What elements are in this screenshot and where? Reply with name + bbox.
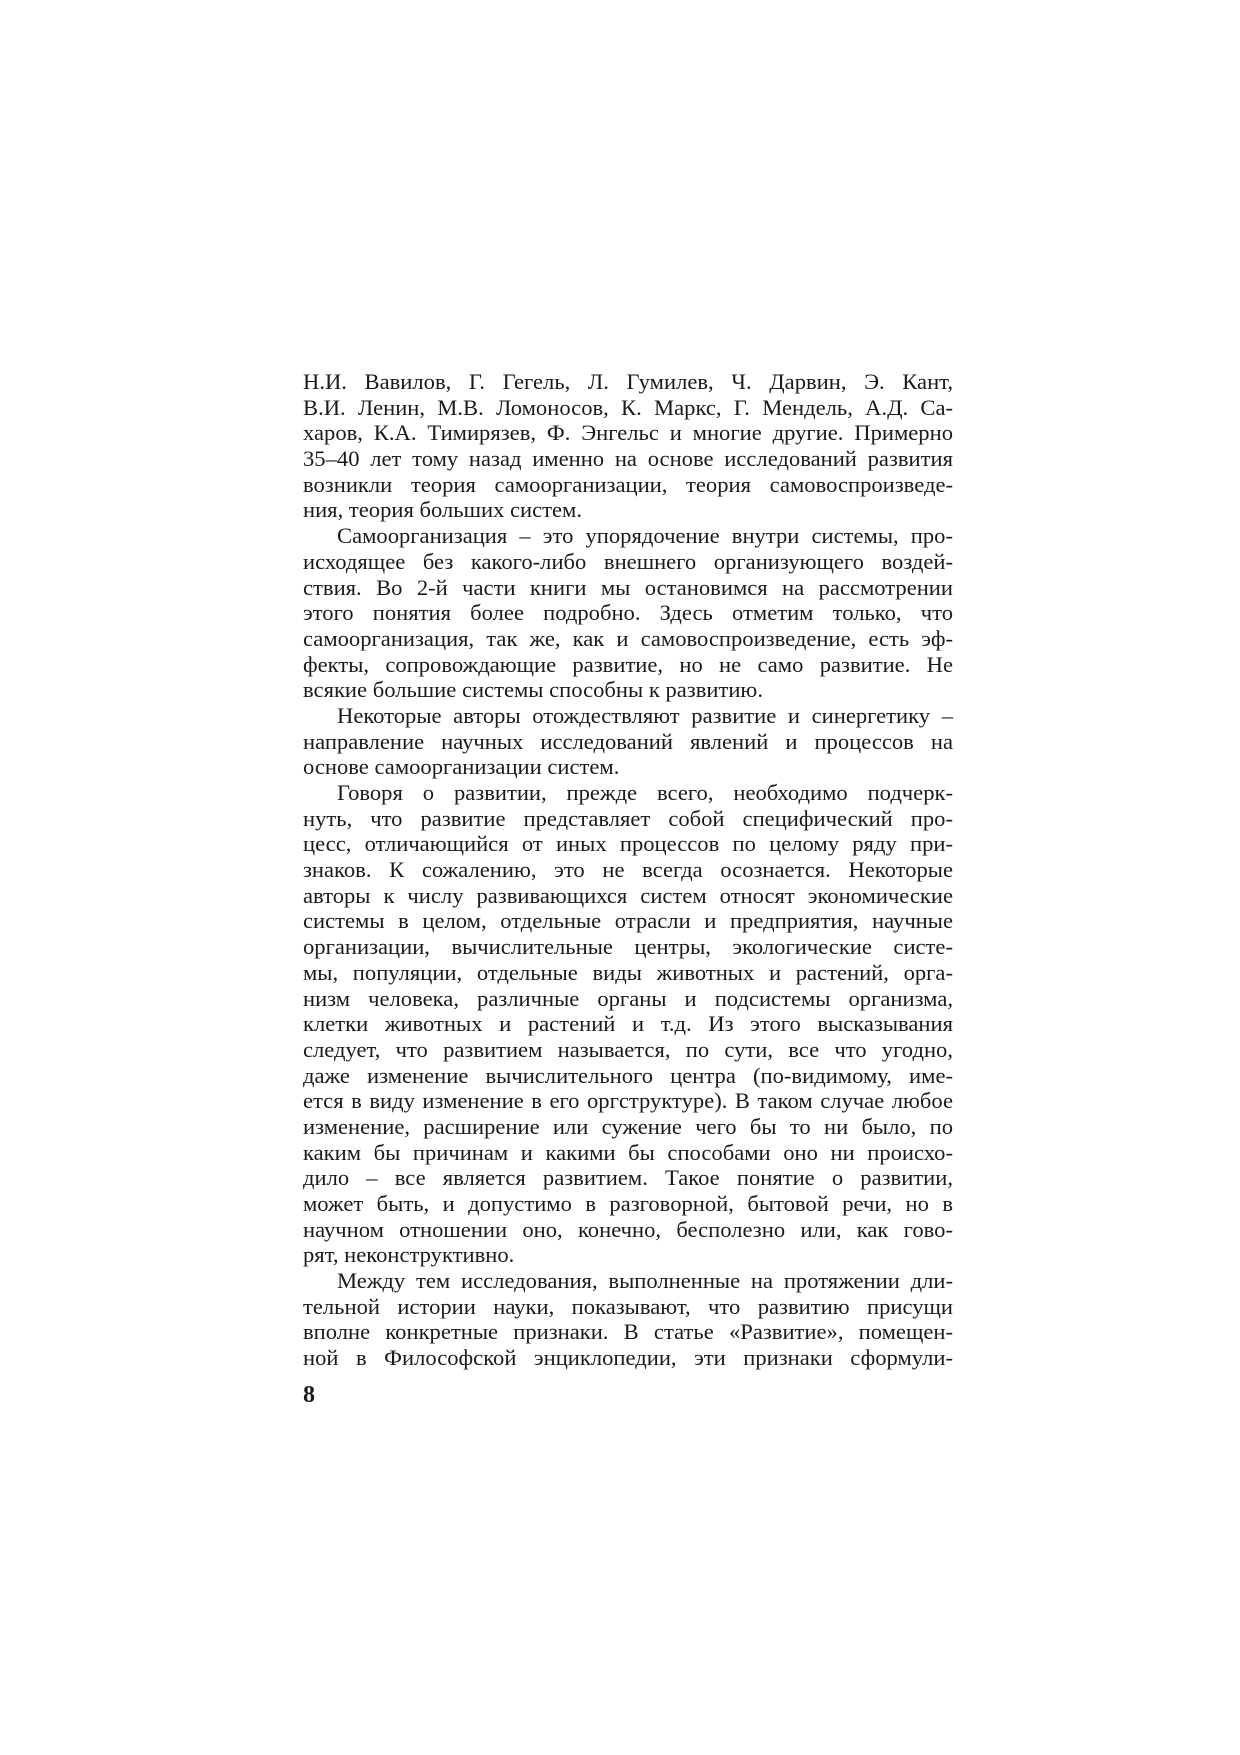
text-line: Говоря о развитии, прежде всего, необходимо подчерк- (337, 780, 953, 805)
text-line: фекты, сопровождающие развитие, но не само развитие. Не (303, 651, 953, 677)
text-line: ния, теория больших систем. (303, 497, 583, 523)
text-line: научном отношении оно, конечно, бесполезно или, как гово- (303, 1216, 953, 1242)
paragraph (303, 523, 953, 703)
text-line: низм человека, различные органы и подсистемы организма, (303, 985, 953, 1011)
text-line: возникли теория самоорганизации, теория самовоспроизведе- (303, 471, 953, 497)
text-line: Некоторые авторы отождествляют развитие и синергетику – (337, 702, 953, 728)
text-line: Между тем исследования, выполненные на протяжении дли- (337, 1268, 953, 1294)
text-line: Н.И. Вавилов, Г. Гегель, Л. Гумилев, Ч. Дарвин, Э. Кант, (303, 369, 953, 394)
text-line: каким бы причинам и какими бы способами оно ни происхо- (303, 1139, 953, 1165)
text-line: ствия. Во 2-й части книги мы остановимся на рассмотрении (303, 574, 953, 600)
text-line: цесс, отличающийся от иных процессов по целому ряду при- (303, 831, 953, 857)
text-line: знаков. К сожалению, это не всегда осознается. Некоторые (303, 857, 953, 883)
paragraph (303, 369, 953, 523)
text-line: клетки животных и растений и т.д. Из этого высказывания (303, 1011, 953, 1037)
paragraph (303, 780, 953, 1268)
text-line: В.И. Ленин, М.В. Ломоносов, К. Маркс, Г. Мендель, А.Д. Са- (303, 394, 953, 420)
text-line: может быть, и допустимо в разговорной, бытовой речи, но в (303, 1191, 953, 1216)
paragraph (303, 703, 953, 780)
page-number: 8 (303, 1382, 315, 1408)
text-line: харов, К.А. Тимирязев, Ф. Энгельс и многие другие. Примерно (303, 420, 953, 446)
text-line: ется в виду изменение в его оргструктуре). В таком случае любое (303, 1088, 953, 1114)
text-line: вполне конкретные признаки. В статье «Развитие», помещен- (303, 1319, 953, 1345)
text-line: нуть, что развитие представляет собой специфический про- (303, 805, 953, 831)
body-text (303, 369, 953, 1371)
text-line: ной в Философской энциклопедии, эти признаки сформули- (303, 1345, 953, 1371)
text-line: Самоорганизация – это упорядочение внутри системы, про- (337, 523, 953, 549)
text-line: тельной истории науки, показывают, что развитию присущи (303, 1293, 953, 1319)
text-line: исходящее без какого-либо внешнего организующего воздей- (303, 548, 953, 574)
text-line: всякие большие системы способны к развитию. (303, 677, 763, 703)
text-line: самоорганизация, так же, как и самовоспроизведение, есть эф- (303, 625, 953, 651)
text-line: системы в целом, отдельные отрасли и предприятия, научные (303, 908, 953, 934)
paragraph (303, 1268, 953, 1371)
text-line: следует, что развитием называется, по сути, все что угодно, (303, 1036, 953, 1062)
text-line: организации, вычислительные центры, экологические систе- (303, 934, 953, 960)
text-line: даже изменение вычислительного центра (по-видимому, име- (303, 1062, 953, 1088)
text-line: рят, неконструктивно. (303, 1242, 515, 1268)
text-line: 35–40 лет тому назад именно на основе исследований развития (303, 446, 953, 472)
text-line: основе самоорганизации систем. (303, 754, 620, 780)
text-line: изменение, расширение или сужение чего бы то ни было, по (303, 1113, 953, 1139)
text-line: дило – все является развитием. Такое понятие о развитии, (303, 1165, 953, 1191)
text-line: этого понятия более подробно. Здесь отметим только, что (303, 600, 953, 626)
text-line: мы, популяции, отдельные виды животных и растений, орга- (303, 959, 953, 985)
text-line: направление научных исследований явлений и процессов на (303, 728, 953, 754)
text-line: авторы к числу развивающихся систем относят экономические (303, 882, 953, 908)
